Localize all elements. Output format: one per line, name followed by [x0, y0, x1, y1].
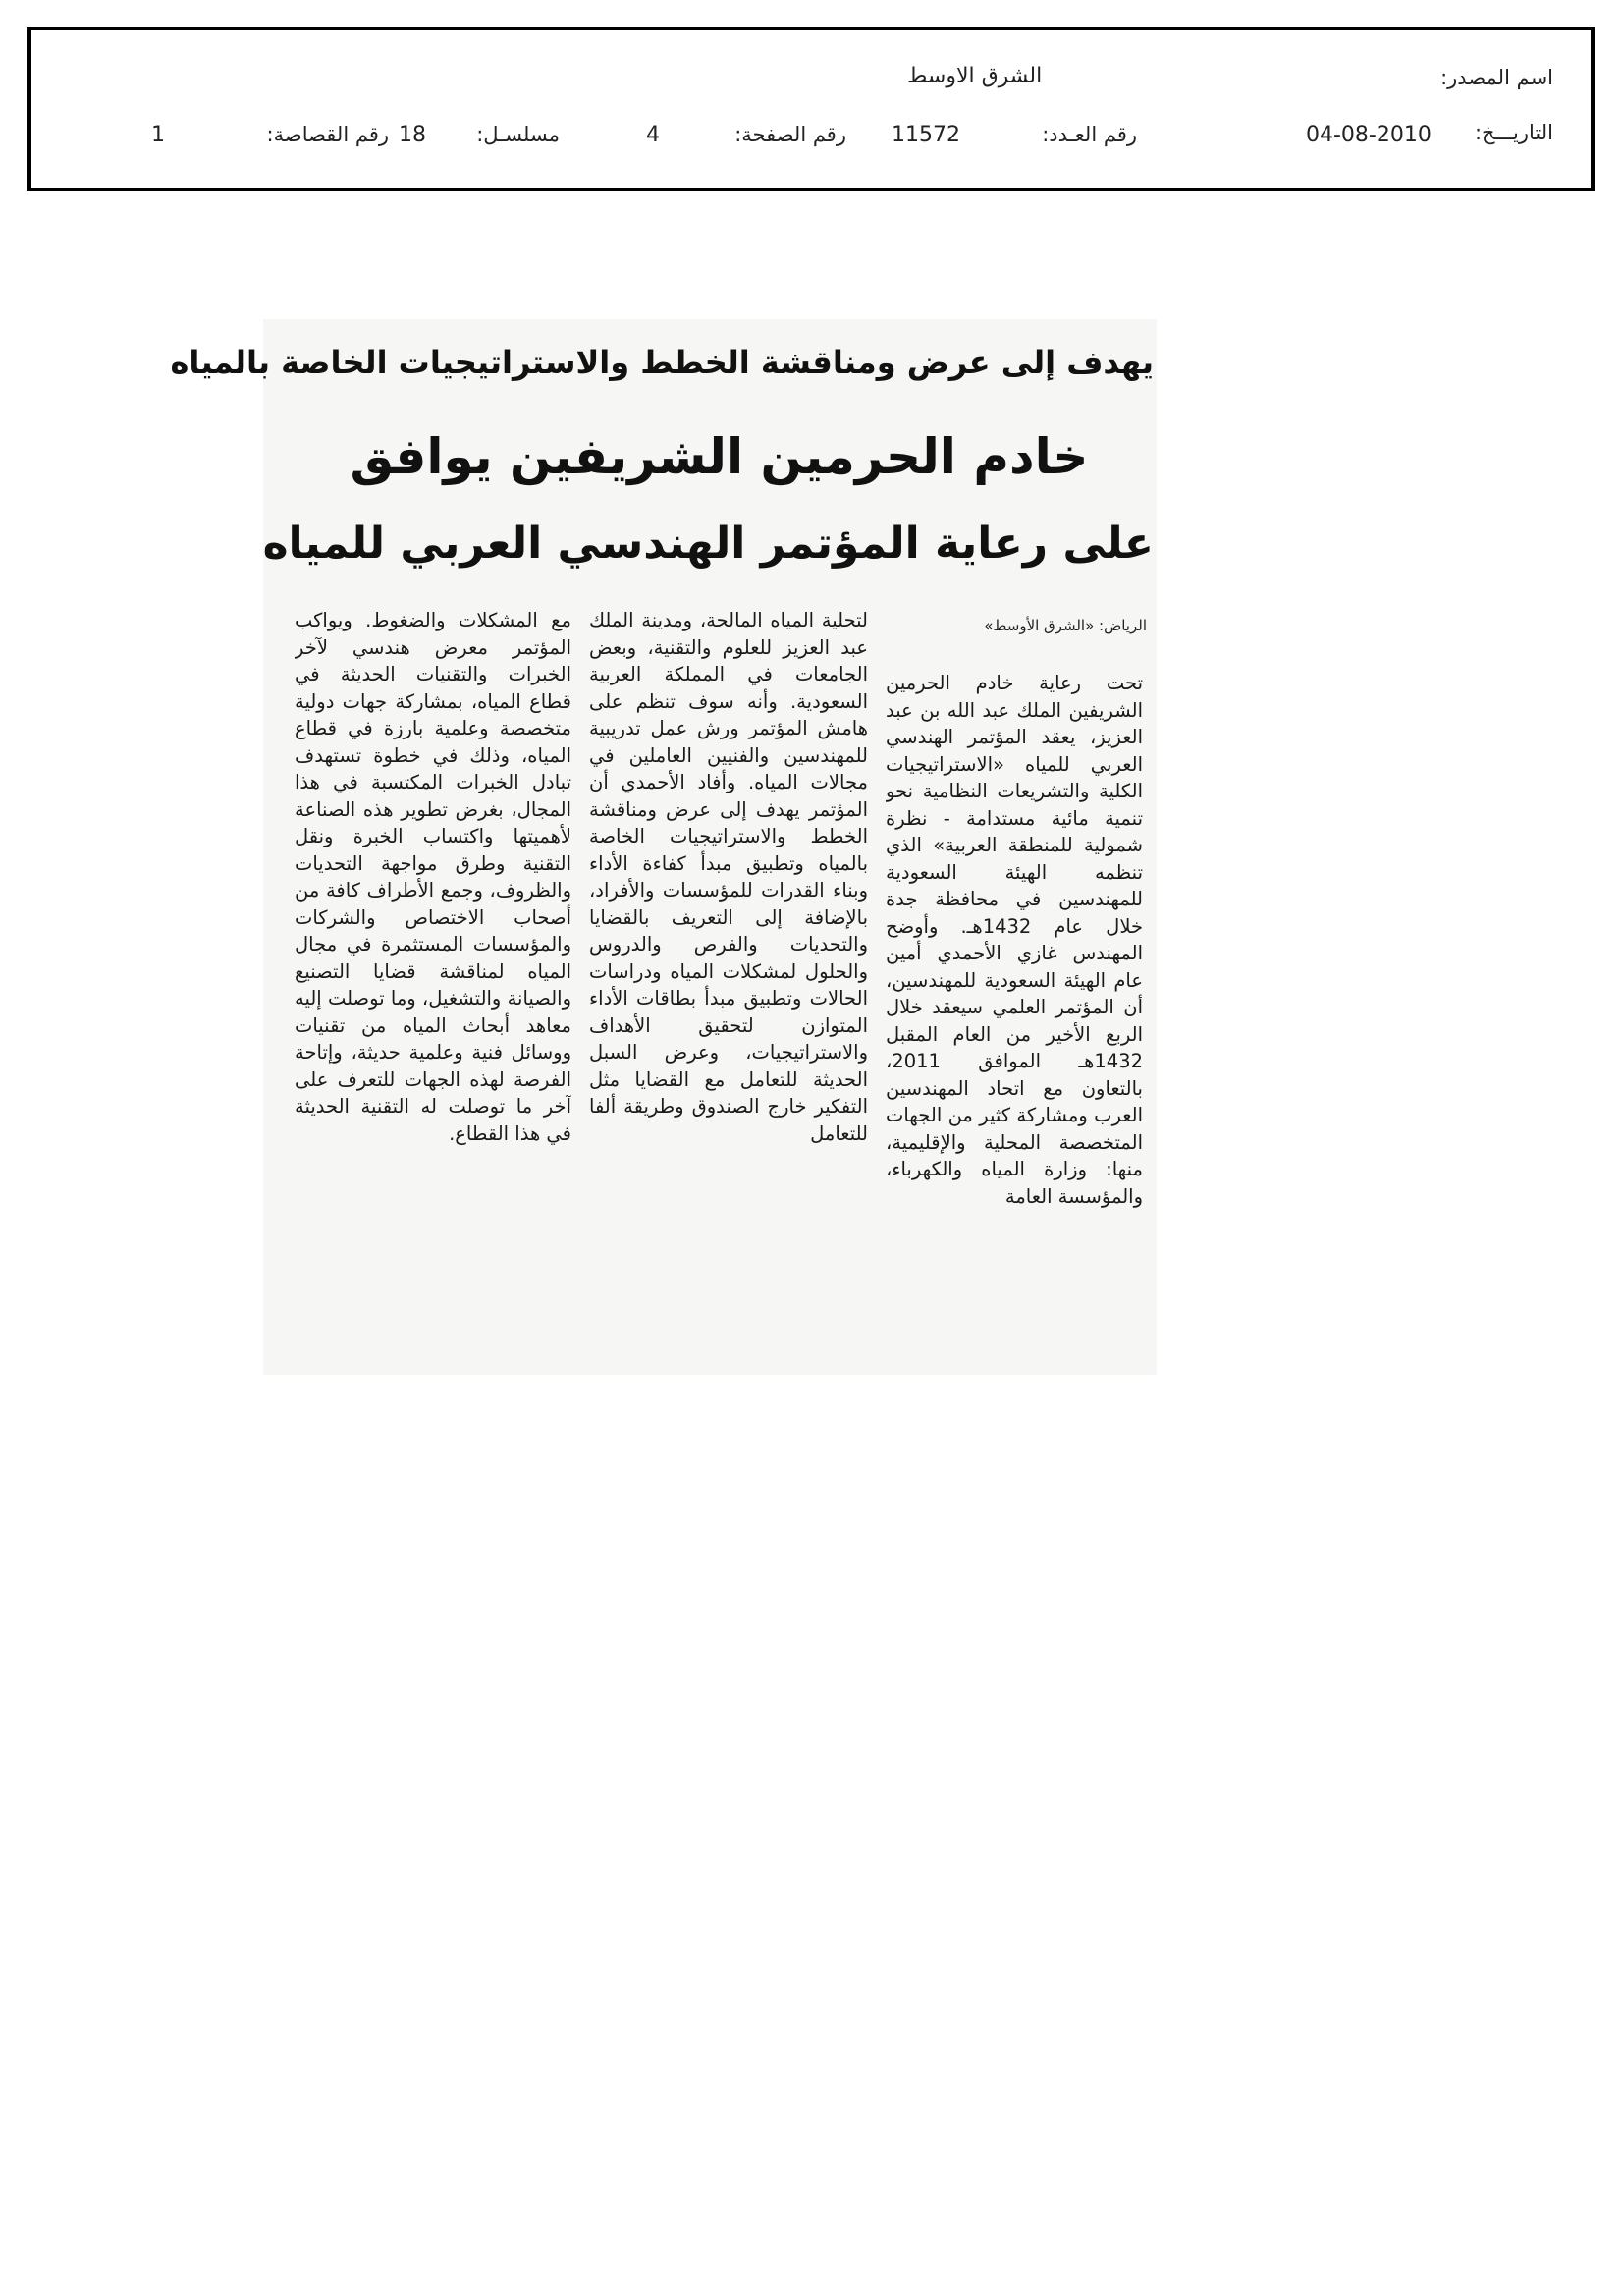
date-value: 04-08-2010: [1306, 123, 1432, 147]
serial-label: مسلسـل:: [476, 123, 560, 146]
issue-label: رقم العـدد:: [1042, 123, 1137, 146]
issue-value: 11572: [892, 123, 960, 147]
article-headline-line2: على رعاية المؤتمر الهندسي العربي للمياه: [262, 519, 1154, 569]
article-column-2: لتحلية المياه المالحة، ومدينة الملك عبد العزيز للعلوم والتقنية، وبعض الجامعات في المملكة العربية السعودية. وأنه سوف تنظم على هامش المؤتمر ورش عمل تدريبية للمهندسين والفنيين العاملين في مجالات المياه. وأفاد الأحمدي أن المؤتمر يهدف إلى عرض ومناقشة الخطط والاستراتيجيات الخاصة بالمياه وتطبيق مبدأ كفاءة الأداء وبناء القدرات للمؤسسات والأفراد، بالإضافة إلى التعريف بالقضايا والتحديات والفرص والدروس والحلول لمشكلات المياه ودراسات الحالات وتطبيق مبدأ بطاقات الأداء المتوازن لتحقيق الأهداف والاستراتيجيات، وعرض السبل الحديثة للتعامل مع القضايا مثل التفكير خارج الصندوق وطريقة ألفا للتعامل: [589, 609, 868, 1145]
source-label: اسم المصدر:: [1440, 66, 1553, 89]
page-value: 4: [646, 123, 660, 147]
article-column-3: مع المشكلات والضغوط. ويواكب المؤتمر معرض هندسي لآخر الخبرات والتقنيات الحديثة في قطاع المياه، بمشاركة جهات دولية متخصصة وعلمية بارزة في قطاع المياه، وذلك في خطوة تستهدف تبادل الخبرات المكتسبة في هذا المجال، بغرض تطوير هذه الصناعة لأهميتها واكتساب الخبرة ونقل التقنية وطرق مواجهة التحديات والظروف، وجمع الأطراف كافة من أصحاب الاختصاص والشركات والمؤسسات المستثمرة في مجال المياه لمناقشة قضايا التصنيع والصيانة والتشغيل، وما توصلت إليه معاهد أبحاث المياه من تقنيات ووسائل فنية وعلمية حديثة، وإتاحة الفرصة لهذه الجهات للتعرف على آخر ما توصلت له التقنية الحديثة في هذا القطاع.: [295, 609, 571, 1145]
article-headline-line1: خادم الحرمين الشريفين يوافق: [350, 428, 1089, 485]
clipping-header-box: [27, 27, 1595, 191]
serial-value: 18: [399, 123, 426, 147]
source-value: الشرق الاوسط: [907, 64, 1043, 88]
clip-number-value: 1: [151, 123, 165, 147]
article-kicker: يهدف إلى عرض ومناقشة الخطط والاستراتيجيات الخاصة بالمياه: [170, 344, 1154, 381]
clip-number-label: رقم القصاصة:: [266, 123, 389, 146]
article-dateline: الرياض: «الشرق الأوسط»: [984, 617, 1147, 634]
page-label: رقم الصفحة:: [734, 123, 846, 146]
article-column-1: تحت رعاية خادم الحرمين الشريفين الملك عبد الله بن عبد العزيز، يعقد المؤتمر الهندسي العربي للمياه «الاستراتيجيات الكلية والتشريعات النظامية نحو تنمية مائية مستدامة - نظرة شمولية للمنطقة العربية» الذي تنظمه الهيئة السعودية للمهندسين في محافظة جدة خلال عام 1432هـ. وأوضح المهندس غازي الأحمدي أمين عام الهيئة السعودية للمهندسين، أن المؤتمر العلمي سيعقد خلال الربع الأخير من العام المقبل 1432هـ الموافق 2011، بالتعاون مع اتحاد المهندسين العرب ومشاركة كثير من الجهات المتخصصة المحلية والإقليمية، منها: وزارة المياه والكهرباء، والمؤسسة العامة: [886, 672, 1143, 1208]
date-label: التاريـــخ:: [1474, 121, 1553, 144]
